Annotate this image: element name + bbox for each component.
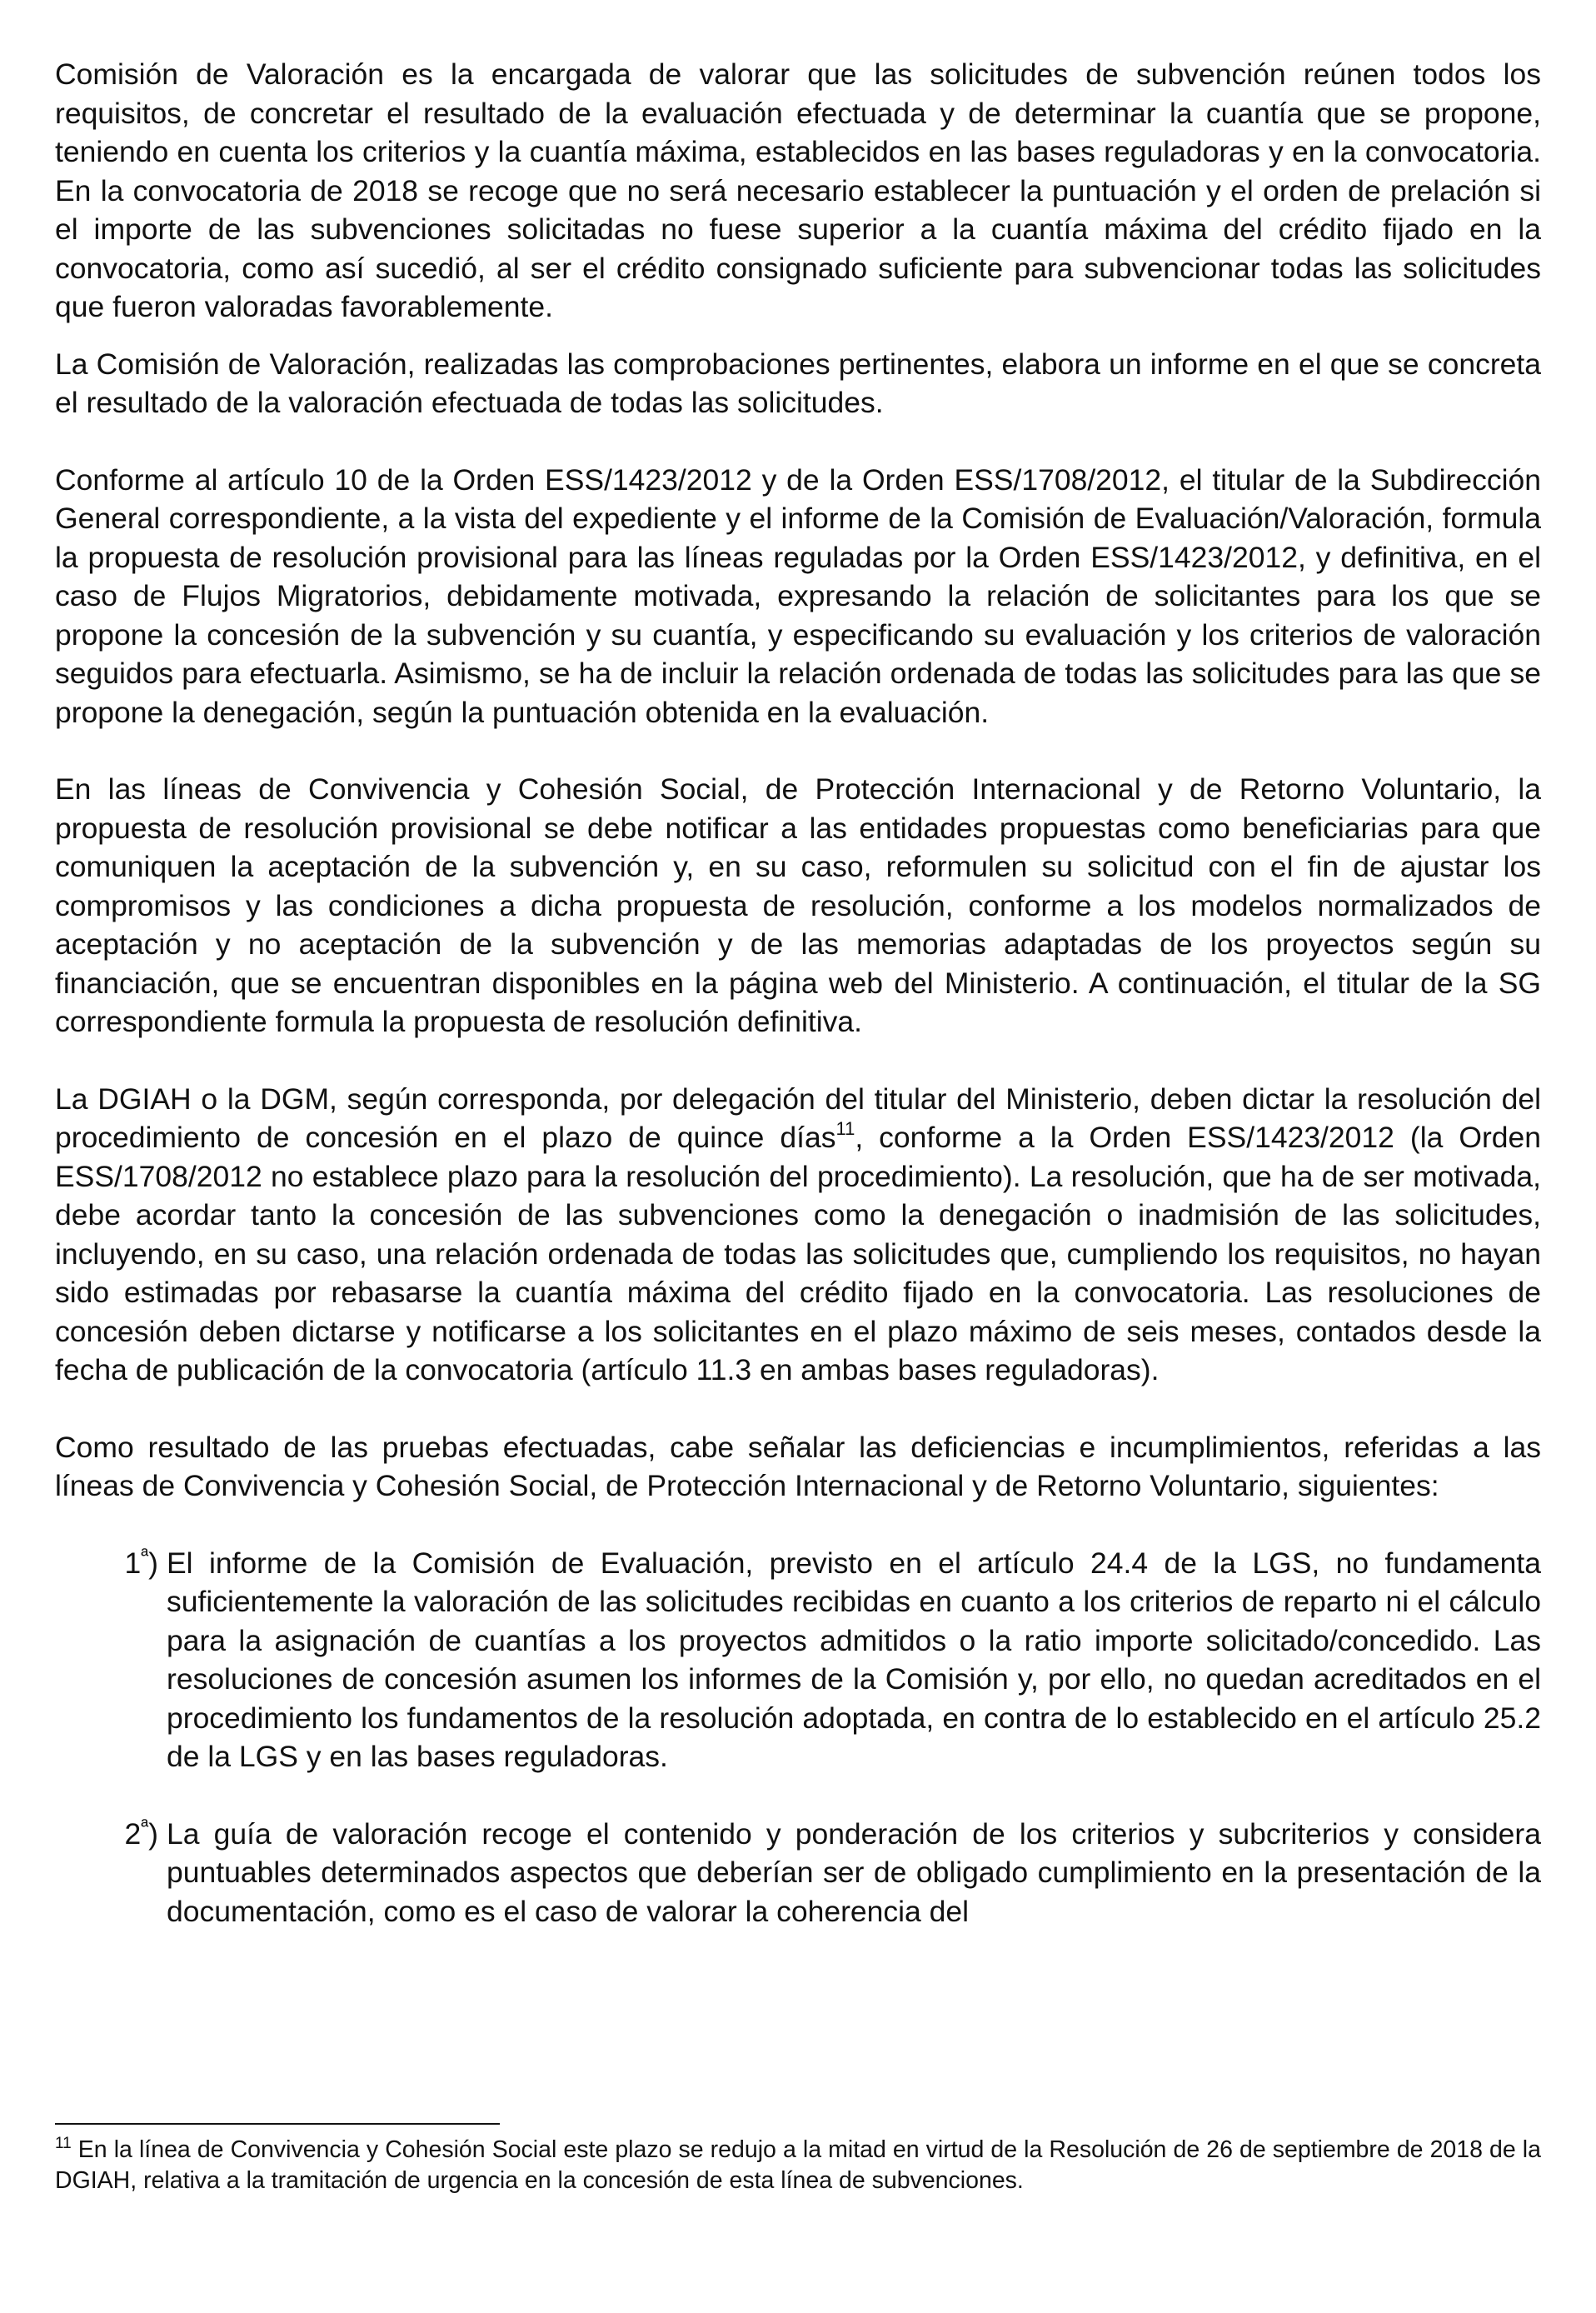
- finding-item: [55, 1544, 1541, 1776]
- footnote-separator: [55, 2123, 500, 2125]
- paragraph-resolucion-concesion: [55, 1080, 1541, 1390]
- paragraph-deficiencias-intro: Como resultado de las pruebas efectuadas, cabe señalar las deficiencias e incumplimientos, referidas a las líneas de Convivencia y Cohesión Social, de Protección Internacional y de Retorno Voluntario, siguientes:: [55, 1430, 1541, 1502]
- paragraph-informe-valoracion: La Comisión de Valoración, realizadas las comprobaciones pertinentes, elabora un informe en el que se concreta el resultado de la valoración efectuada de todas las solicitudes.: [55, 347, 1541, 419]
- finding-number: $1^ª$): [124, 1544, 158, 1580]
- finding-text: La guía de valoración recoge el contenido y ponderación de los criterios y subcriterios y considera puntuables determinados aspectos que deberían ser de obligado cumplimiento en la presentación de la documentación, como es el caso de valorar la coherencia del: [167, 1816, 1541, 1928]
- resolucion-text-end: , conforme a la Orden ESS/1423/2012 (la Orden ESS/1708/2012 no establece plazo para la resolución del procedimiento). La resolución, que ha de ser motivada, debe acordar tanto la concesión de las subvenciones como la denegación o inadmisión de las solicitudes, incluyendo, en su caso, una relación ordenada de todas las solicitudes que, cumpliendo los requisitos, no hayan sido estimadas por rebasarse la cuantía máxima del crédito fijado en la convocatoria. Las resoluciones de concesión deben dictarse y notificarse a los solicitantes en el plazo máximo de seis meses, contados desde la fecha de publicación de la convocatoria (artículo 11.3 en ambas bases reguladoras).: [55, 1121, 1542, 1386]
- footnote-text: En la línea de Convivencia y Cohesión Social este plazo se redujo a la mitad en virtud de la Resolución de 26 de septiembre de 2018 de la DGIAH, relativa a la tramitación de urgencia en la concesión de esta línea de subvenciones.: [55, 2136, 1541, 2194]
- footnote: [55, 2135, 1541, 2196]
- findings-list: [55, 1544, 1541, 1931]
- paragraph-notificacion-propuesta: En las líneas de Convivencia y Cohesión Social, de Protección Internacional y de Retorno Voluntario, la propuesta de resolución provisional se debe notificar a las entidades propuestas como beneficiarias para que comuniquen la aceptación de la subvención y, en su caso, reformulen su solicitud con el fin de ajustar los compromisos y las condiciones a dicha propuesta de resolución, conforme a los modelos normalizados de aceptación y no aceptación de la subvención y de las memorias adaptadas de los proyectos según su financiación, que se encuentran disponibles en la página web del Ministerio. A continuación, el titular de la SG correspondiente formula la propuesta de resolución definitiva.: [55, 772, 1541, 1038]
- finding-item: [55, 1815, 1541, 1931]
- footnote-reference[interactable]: 11: [835, 1118, 855, 1139]
- footnote-number: 11: [55, 2135, 72, 2152]
- finding-number: $2^ª$): [124, 1815, 158, 1851]
- finding-text: El informe de la Comisión de Evaluación, previsto en el artículo 24.4 de la LGS, no fundamenta suficientemente la valoración de las solicitudes recibidas en cuanto a los criterios de reparto ni el cálculo para la asignación de cuantías a los proyectos admitidos o la ratio importe solicitado/concedido. Las resoluciones de concesión asumen los informes de la Comisión y, por ello, no quedan acreditados en el procedimiento los fundamentos de la resolución adoptada, en contra de lo establecido en el artículo 25.2 de la LGS y en las bases reguladoras.: [167, 1546, 1541, 1773]
- paragraph-comision-valoracion: Comisión de Valoración es la encargada de valorar que las solicitudes de subvención reúnen todos los requisitos, de concretar el resultado de la evaluación efectuada y de determinar la cuantía que se propone, teniendo en cuenta los criterios y la cuantía máxima, establecidos en las bases reguladoras y en la convocatoria. En la convocatoria de 2018 se recoge que no será necesario establecer la puntuación y el orden de prelación si el importe de las subvenciones solicitadas no fuese superior a la cuantía máxima del crédito fijado en la convocatoria, como así sucedió, al ser el crédito consignado suficiente para subvencionar todas las solicitudes que fueron valoradas favorablemente.: [55, 57, 1541, 323]
- document-body: [55, 55, 1541, 1931]
- paragraph-propuesta-resolucion: Conforme al artículo 10 de la Orden ESS/1423/2012 y de la Orden ESS/1708/2012, el titular de la Subdirección General correspondiente, a la vista del expediente y el informe de la Comisión de Evaluación/Valoración, formula la propuesta de resolución provisional para las líneas reguladas por la Orden ESS/1423/2012, y definitiva, en el caso de Flujos Migratorios, debidamente motivada, expresando la relación de solicitantes para los que se propone la concesión de la subvención y su cuantía, y especificando su evaluación y los criterios de valoración seguidos para efectuarla. Asimismo, se ha de incluir la relación ordenada de todas las solicitudes para las que se propone la denegación, según la puntuación obtenida en la evaluación.: [55, 462, 1541, 729]
- resolucion-text-start: La DGIAH o la DGM, según corresponda, por delegación del titular del Ministerio, deben dictar la resolución del procedimiento de concesión en el plazo de quince días: [55, 1082, 1541, 1154]
